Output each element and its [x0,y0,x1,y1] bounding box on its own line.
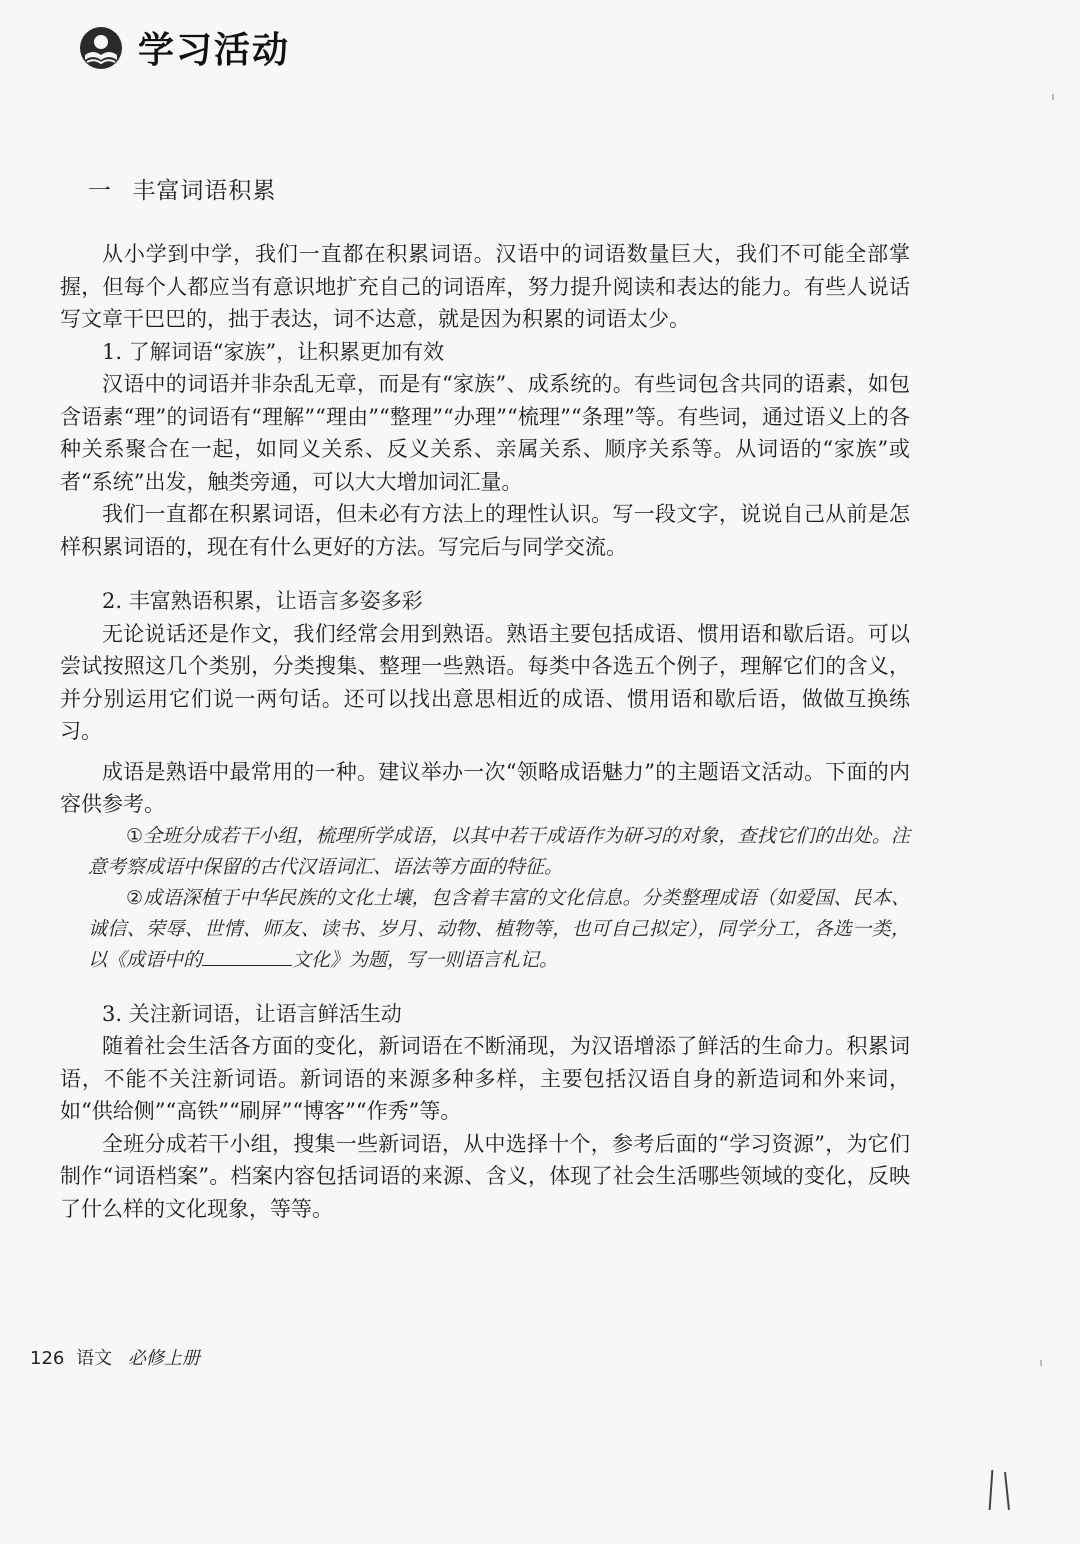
section-number: 一 [88,178,112,204]
part3-paragraph-1: 随着社会生活各方面的变化，新词语在不断涌现，为汉语增添了鲜活的生命力。积累词语，不能不关注新词语。新词语的来源多种多样，主要包括汉语自身的新造词和外来词，如“供给侧”“高铁”“刷屏”“博客”“作秀”等。 [60,1034,910,1123]
reference-block [60,821,910,976]
intro-paragraph: 从小学到中学，我们一直都在积累词语。汉语中的词语数量巨大，我们不可能全部掌握，但每个人都应当有意识地扩充自己的词语库，努力提升阅读和表达的能力。有些人说话写文章干巴巴的，拙于表达，词不达意，就是因为积累的词语太少。 [60,242,910,331]
part2-heading: 2. 丰富熟语积累，让语言多姿多彩 [102,589,423,613]
part3-paragraph-2: 全班分成若干小组，搜集一些新词语，从中选择十个，参考后面的“学习资源”，为它们制作“词语档案”。档案内容包括词语的来源、含义，体现了社会生活哪些领域的变化，反映了什么样的文化现象，等等。 [60,1131,910,1221]
part1-paragraph-2: 我们一直都在积累词语，但未必有方法上的理性认识。写一段文字，说说自己从前是怎样积累词语的，现在有什么更好的方法。写完后与同学交流。 [60,502,910,559]
section-heading [88,172,276,205]
fill-in-blank [202,947,292,966]
part2-paragraph-2: 成语是熟语中最常用的一种。建议举办一次“领略成语魅力”的主题语文活动。下面的内容供参考。 [60,759,910,816]
handwritten-stroke [989,1470,994,1510]
scan-speck [1052,94,1054,100]
reference-item-2 [88,883,910,976]
open-book-emblem-icon [78,25,124,71]
activity-header [78,22,290,73]
section-title: 丰富词语积累 [132,178,277,204]
part1-paragraph-1: 汉语中的词语并非杂乱无章，而是有“家族”、成系统的。有些词包含共同的语素，如包含语素“理”的词语有“理解”“理由”“整理”“办理”“梳理”“条理”等。有些词，通过语义上的各种关系聚合在一起，如同义关系、反义关系、亲属关系、顺序关系等。从词语的“家族”或者“系统”出发，触类旁通，可以大大增加词汇量。 [60,372,910,494]
page-title: 学习活动 [138,30,291,71]
page-footer [30,1344,200,1370]
subject-name: 语文 [76,1348,113,1369]
part3-heading: 3. 关注新词语，让语言鲜活生动 [102,1001,402,1026]
part1-heading: 1. 了解词语“家族”，让积累更加有效 [102,339,445,364]
scan-speck [1040,1360,1042,1366]
reference-item-1: ①全班分成若干小组，梳理所学成语，以其中若干成语作为研习的对象，查找它们的出处。注意考察成语中保留的古代汉语词汇、语法等方面的特征。 [88,824,910,878]
part2-paragraph-1: 无论说话还是作文，我们经常会用到熟语。熟语主要包括成语、惯用语和歇后语。可以尝试按照这几个类别，分类搜集、整理一些熟语。每类中各选五个例子，理解它们的含义，并分别运用它们说一两句话。还可以找出意思相近的成语、惯用语和歇后语，做做互换练习。 [60,621,910,743]
main-text [60,238,910,1225]
page-number: 126 [30,1348,65,1369]
reference-item-2-text: ②成语深植于中华民族的文化土壤，包含着丰富的文化信息。分类整理成语（如爱国、民本、诚信、荣辱、世情、师友、读书、岁月、动物、植物等，也可自己拟定），同学分工，各选一类，以《成语中的 [88,886,910,971]
reference-item-2-end: 文化》为题，写一则语言札记。 [292,948,559,971]
handwritten-stroke [1004,1472,1010,1510]
book-volume: 必修上册 [127,1348,200,1369]
